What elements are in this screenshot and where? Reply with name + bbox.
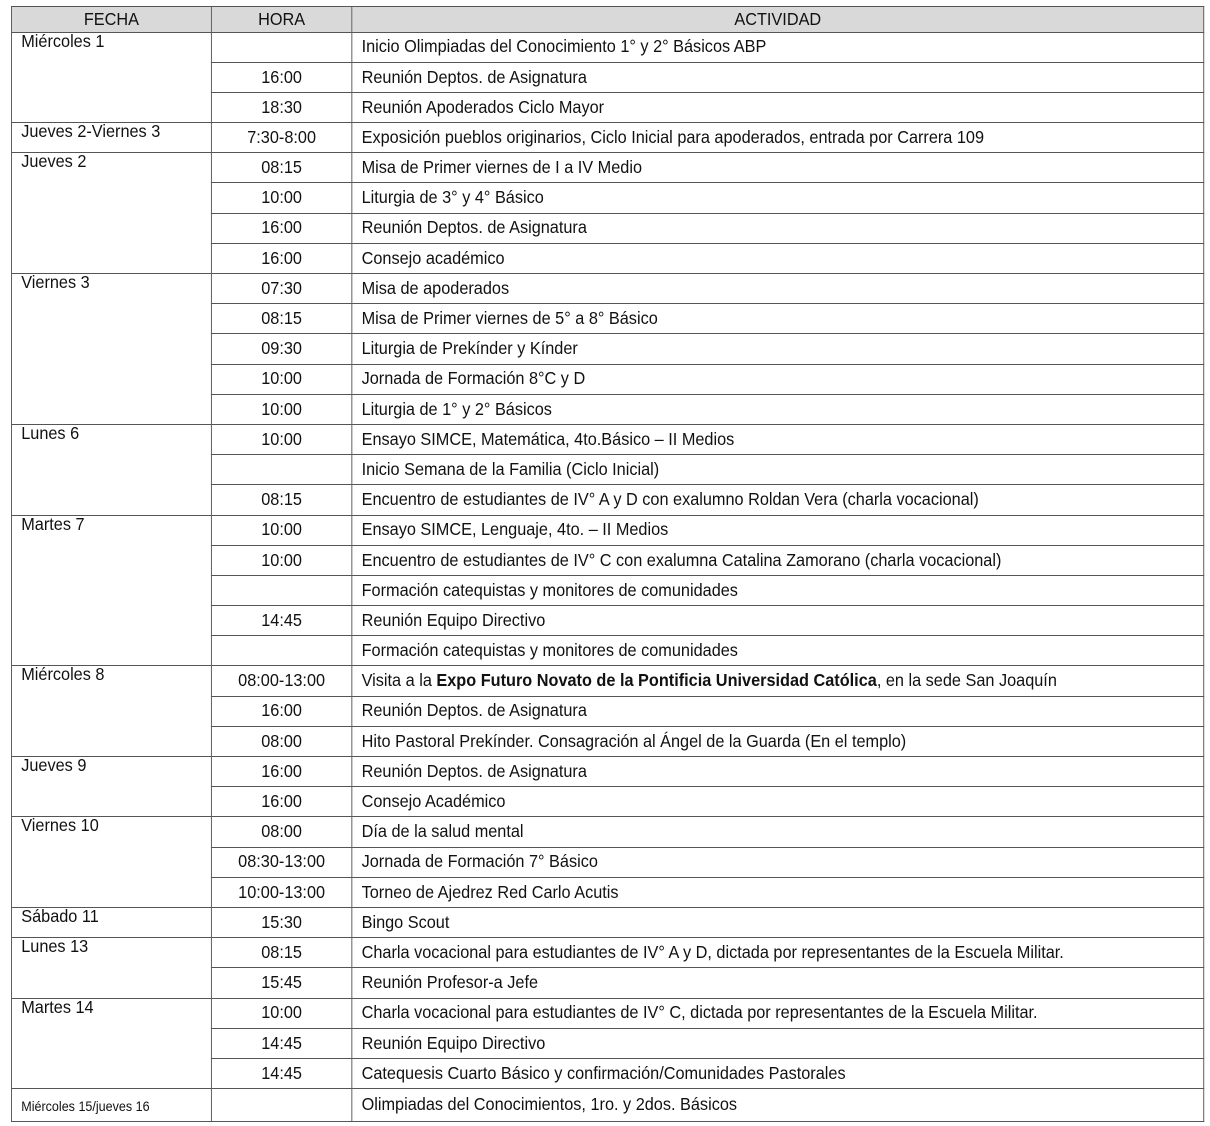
actividad-cell: Charla vocacional para estudiantes de IV° A y D, dictada por representantes de la Escuela Militar. — [352, 938, 1204, 968]
hora-cell: 16:00 — [211, 696, 351, 726]
hora-cell: 16:00 — [211, 757, 351, 787]
actividad-cell: Hito Pastoral Prekínder. Consagración al Ángel de la Guarda (En el templo) — [352, 726, 1204, 756]
actividad-cell: Encuentro de estudiantes de IV° A y D con exalumno Roldan Vera (charla vocacional) — [352, 485, 1204, 515]
hora-cell — [211, 32, 351, 62]
actividad-cell: Encuentro de estudiantes de IV° C con exalumna Catalina Zamorano (charla vocacional) — [352, 545, 1204, 575]
hora-cell: 16:00 — [211, 213, 351, 243]
fecha-cell: Miércoles 1 — [11, 32, 211, 123]
hora-cell — [211, 1089, 351, 1122]
actividad-cell: Reunión Profesor-a Jefe — [352, 968, 1204, 998]
schedule-table — [11, 6, 1204, 1122]
actividad-cell: Bingo Scout — [352, 907, 1204, 937]
fecha-cell: Lunes 6 — [11, 424, 211, 515]
fecha-cell: Miércoles 8 — [11, 666, 211, 757]
table-row — [11, 666, 1203, 696]
table-row — [11, 123, 1203, 153]
hora-cell: 08:00-13:00 — [211, 666, 351, 696]
actividad-cell: Misa de Primer viernes de 5° a 8° Básico — [352, 304, 1204, 334]
hora-cell: 18:30 — [211, 92, 351, 122]
actividad-cell: Misa de Primer viernes de I a IV Medio — [352, 153, 1204, 183]
header-row — [11, 7, 1203, 33]
hora-cell: 08:30-13:00 — [211, 847, 351, 877]
actividad-cell: Formación catequistas y monitores de comunidades — [352, 636, 1204, 666]
hora-cell: 08:00 — [211, 817, 351, 847]
hora-cell: 14:45 — [211, 1058, 351, 1088]
hora-cell: 16:00 — [211, 243, 351, 273]
actividad-text: , en la sede San Joaquín — [876, 670, 1057, 691]
hora-cell: 7:30-8:00 — [211, 123, 351, 153]
actividad-cell: Torneo de Ajedrez Red Carlo Acutis — [352, 877, 1204, 907]
hora-cell: 08:15 — [211, 153, 351, 183]
hora-cell: 16:00 — [211, 62, 351, 92]
header-fecha: FECHA — [11, 7, 211, 33]
fecha-cell: Viernes 3 — [11, 274, 211, 425]
hora-cell: 08:15 — [211, 938, 351, 968]
hora-cell: 10:00 — [211, 183, 351, 213]
actividad-cell: Formación catequistas y monitores de comunidades — [352, 575, 1204, 605]
actividad-cell: Reunión Apoderados Ciclo Mayor — [352, 92, 1204, 122]
table-row — [11, 907, 1203, 937]
actividad-cell: Liturgia de 3° y 4° Básico — [352, 183, 1204, 213]
hora-cell: 10:00 — [211, 998, 351, 1028]
actividad-cell: Consejo académico — [352, 243, 1204, 273]
actividad-cell: Reunión Deptos. de Asignatura — [352, 62, 1204, 92]
actividad-cell: Misa de apoderados — [352, 274, 1204, 304]
actividad-cell: Inicio Olimpiadas del Conocimiento 1° y 2° Básicos ABP — [352, 32, 1204, 62]
table-row — [11, 817, 1203, 847]
fecha-cell: Sábado 11 — [11, 907, 211, 937]
header-actividad: ACTIVIDAD — [352, 7, 1204, 33]
actividad-cell: Olimpiadas del Conocimientos, 1ro. y 2dos. Básicos — [352, 1089, 1204, 1122]
hora-cell: 16:00 — [211, 787, 351, 817]
table-row — [11, 424, 1203, 454]
hora-cell — [211, 575, 351, 605]
actividad-cell: Día de la salud mental — [352, 817, 1204, 847]
table-row — [11, 1089, 1203, 1122]
hora-cell: 14:45 — [211, 1028, 351, 1058]
actividad-cell: Catequesis Cuarto Básico y confirmación/Comunidades Pastorales — [352, 1058, 1204, 1088]
hora-cell: 08:00 — [211, 726, 351, 756]
hora-cell: 08:15 — [211, 485, 351, 515]
actividad-cell: Reunión Deptos. de Asignatura — [352, 757, 1204, 787]
fecha-cell: Jueves 2-Viernes 3 — [11, 123, 211, 153]
actividad-cell: Reunión Equipo Directivo — [352, 1028, 1204, 1058]
fecha-cell: Miércoles 15/jueves 16 — [11, 1089, 211, 1122]
actividad-cell: Jornada de Formación 7° Básico — [352, 847, 1204, 877]
table-row — [11, 274, 1203, 304]
actividad-cell: Exposición pueblos originarios, Ciclo Inicial para apoderados, entrada por Carrera 109 — [352, 123, 1204, 153]
actividad-cell: Ensayo SIMCE, Matemática, 4to.Básico – II Medios — [352, 424, 1204, 454]
fecha-cell: Viernes 10 — [11, 817, 211, 908]
actividad-cell: Consejo Académico — [352, 787, 1204, 817]
header-hora: HORA — [211, 7, 351, 33]
schedule-body — [11, 32, 1203, 1122]
actividad-bold-text: Expo Futuro Novato de la Pontificia Universidad Católica — [436, 670, 877, 691]
table-row — [11, 757, 1203, 787]
actividad-cell: Liturgia de 1° y 2° Básicos — [352, 394, 1204, 424]
actividad-cell: Reunión Deptos. de Asignatura — [352, 696, 1204, 726]
table-row — [11, 515, 1203, 545]
fecha-cell: Martes 14 — [11, 998, 211, 1089]
hora-cell: 09:30 — [211, 334, 351, 364]
hora-cell: 10:00 — [211, 515, 351, 545]
hora-cell — [211, 455, 351, 485]
hora-cell — [211, 636, 351, 666]
hora-cell: 10:00 — [211, 364, 351, 394]
actividad-cell: Charla vocacional para estudiantes de IV° C, dictada por representantes de la Escuela Militar. — [352, 998, 1204, 1028]
actividad-cell: Liturgia de Prekínder y Kínder — [352, 334, 1204, 364]
hora-cell: 10:00 — [211, 394, 351, 424]
hora-cell: 15:30 — [211, 907, 351, 937]
actividad-cell — [352, 666, 1204, 696]
actividad-cell: Inicio Semana de la Familia (Ciclo Inicial) — [352, 455, 1204, 485]
hora-cell: 07:30 — [211, 274, 351, 304]
table-row — [11, 32, 1203, 62]
table-row — [11, 153, 1203, 183]
fecha-cell: Jueves 2 — [11, 153, 211, 274]
fecha-cell: Jueves 9 — [11, 757, 211, 817]
actividad-text: Visita a la — [361, 670, 437, 691]
actividad-cell: Jornada de Formación 8°C y D — [352, 364, 1204, 394]
table-row — [11, 998, 1203, 1028]
hora-cell: 14:45 — [211, 606, 351, 636]
table-row — [11, 938, 1203, 968]
schedule-sheet — [11, 6, 1210, 1122]
hora-cell: 15:45 — [211, 968, 351, 998]
fecha-cell: Lunes 13 — [11, 938, 211, 998]
actividad-cell: Reunión Deptos. de Asignatura — [352, 213, 1204, 243]
hora-cell: 10:00 — [211, 545, 351, 575]
actividad-cell: Ensayo SIMCE, Lenguaje, 4to. – II Medios — [352, 515, 1204, 545]
hora-cell: 10:00-13:00 — [211, 877, 351, 907]
hora-cell: 10:00 — [211, 424, 351, 454]
actividad-cell: Reunión Equipo Directivo — [352, 606, 1204, 636]
fecha-cell: Martes 7 — [11, 515, 211, 666]
hora-cell: 08:15 — [211, 304, 351, 334]
